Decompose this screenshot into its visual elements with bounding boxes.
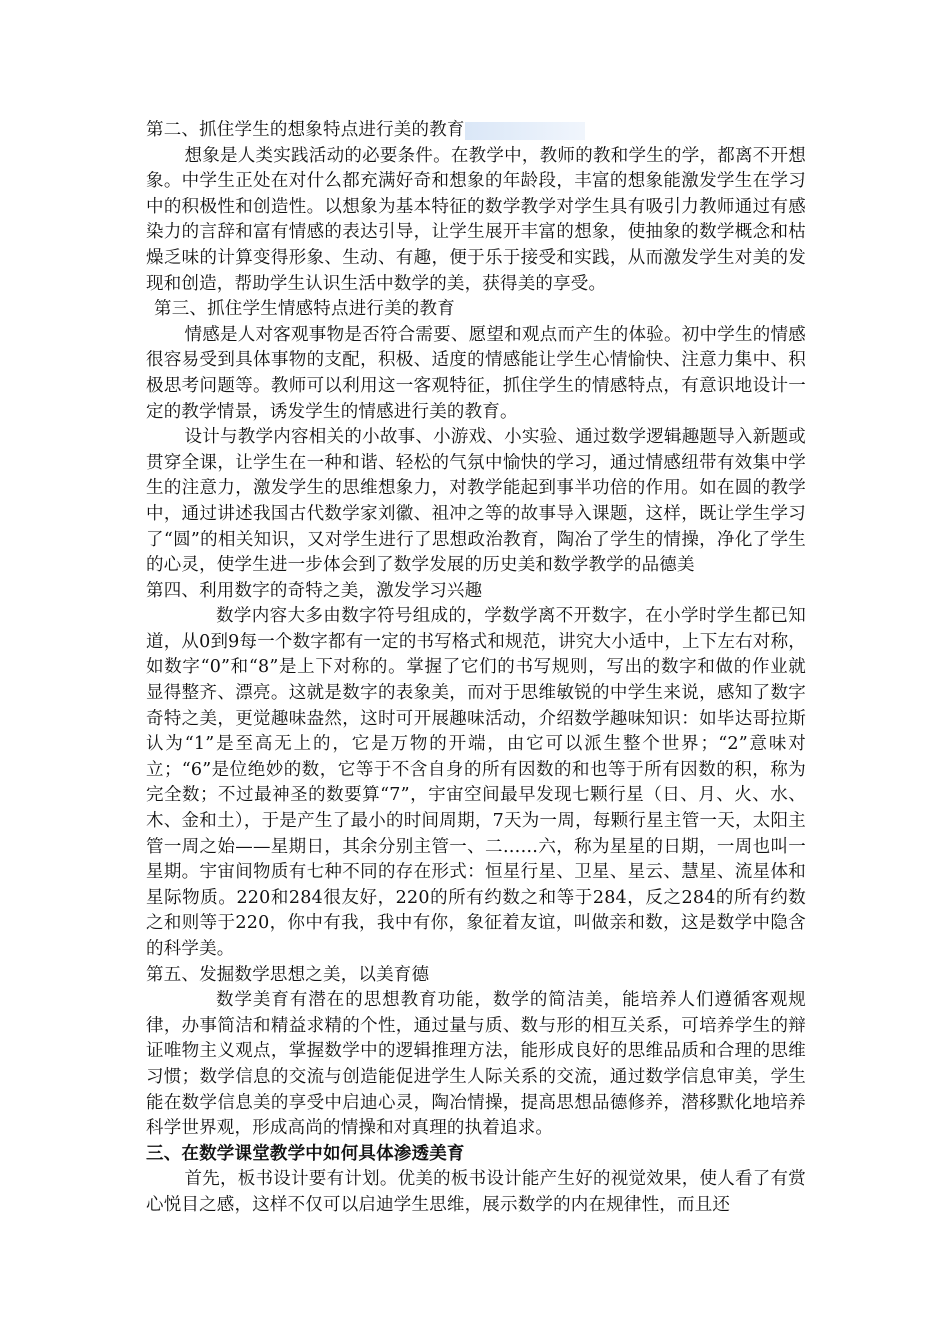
paragraph: 情感是人对客观事物是否符合需要、愿望和观点而产生的体验。初中学生的情感很容易受到具体事物的支配，积极、适度的情感能让学生心情愉快、注意力集中、积极思考问题等。教师可以利用这一客观特征，抓住学生的情感特点，有意识地设计一定的教学情景，诱发学生的情感进行美的教育。 [146,324,806,422]
document-page [146,118,806,1219]
paragraph: 首先，板书设计要有计划。优美的板书设计能产生好的视觉效果，使人看了有赏心悦目之感，这样不仅可以启迪学生思维，展示数学的内在规律性，而且还 [146,1169,806,1215]
section-heading-5: 第五、发掘数学思想之美，以美育德 [146,964,430,985]
paragraph: 数学美育有潜在的思想教育功能，数学的简洁美，能培养人们遵循客观规律，办事简洁和精益求精的个性，通过量与质、数与形的相互关系，可培养学生的辩证唯物主义观点，掌握数学中的逻辑推理方法，能形成良好的思维品质和合理的思维习惯；数学信息的交流与创造能促进学生人际关系的交流，通过数学信息审美，学生能在数学信息美的享受中启迪心灵，陶冶情操，提高思想品德修养，潜移默化地培养科学世界观，形成高尚的情操和对真理的执着追求。 [146,990,806,1139]
part-heading-3: 三、在数学课堂教学中如何具体渗透美育 [146,1143,465,1164]
highlight-mark [465,122,585,140]
section-heading-3: 第三、抓住学生情感特点进行美的教育 [154,299,455,320]
section-heading-4: 第四、利用数字的奇特之美，激发学习兴趣 [146,580,483,601]
paragraph: 数学内容大多由数字符号组成的，学数学离不开数字，在小学时学生都已知道，从0到9每一个数字都有一定的书写格式和规范，讲究大小适中，上下左右对称，如数字“0”和“8”是上下对称的。掌握了它们的书写规则，写出的数字和做的作业就显得整齐、漂亮。这就是数字的表象美，而对于思维敏锐的中学生来说，感知了数字奇特之美，更觉趣味盎然，这时可开展趣味活动，介绍数学趣味知识：如毕达哥拉斯认为“1”是至高无上的，它是万物的开端，由它可以派生整个世界；“2”意味对立；“6”是位绝妙的数，它等于不含自身的所有因数的和也等于所有因数的积，称为完全数；不过最神圣的数要算“7”，宇宙空间最早发现七颗行星（日、月、火、水、木、金和土），于是产生了最小的时间周期，7天为一周，每颗行星主管一天，太阳主管一周之始——星期日，其余分别主管一、二……六，称为星星的日期，一周也叫一星期。宇宙间物质有七种不同的存在形式：恒星行星、卫星、星云、慧星、流星体和星际物质。220和284很友好，220的所有约数之和等于284，反之284的所有约数之和则等于220，你中有我，我中有你，象征着友谊，叫做亲和数，这是数学中隐含的科学美。 [146,606,806,959]
paragraph: 想象是人类实践活动的必要条件。在教学中，教师的教和学生的学，都离不开想象。中学生正处在对什么都充满好奇和想象的年龄段，丰富的想象能激发学生在学习中的积极性和创造性。以想象为基本特征的数学教学对学生具有吸引力教师通过有感染力的言辞和富有情感的表达引导，让学生展开丰富的想象，使抽象的数学概念和枯燥乏味的计算变得形象、生动、有趣，便于乐于接受和实践，从而激发学生对美的发现和创造，帮助学生认识生活中数学的美，获得美的享受。 [146,145,806,294]
paragraph: 设计与教学内容相关的小故事、小游戏、小实验、通过数学逻辑趣题导入新题或贯穿全课，让学生在一种和谐、轻松的气氛中愉快的学习，通过情感纽带有效集中学生的注意力，激发学生的思维想象力，对教学能起到事半功倍的作用。如在圆的教学中，通过讲述我国古代数学家刘徽、祖冲之等的故事导入课题，这样，既让学生学习了“圆”的相关知识，又对学生进行了思想政治教育，陶冶了学生的情操，净化了学生的心灵，使学生进一步体会到了数学发展的历史美和数学教学的品德美 [146,427,806,576]
section-heading-2: 第二、抓住学生的想象特点进行美的教育 [146,118,806,144]
